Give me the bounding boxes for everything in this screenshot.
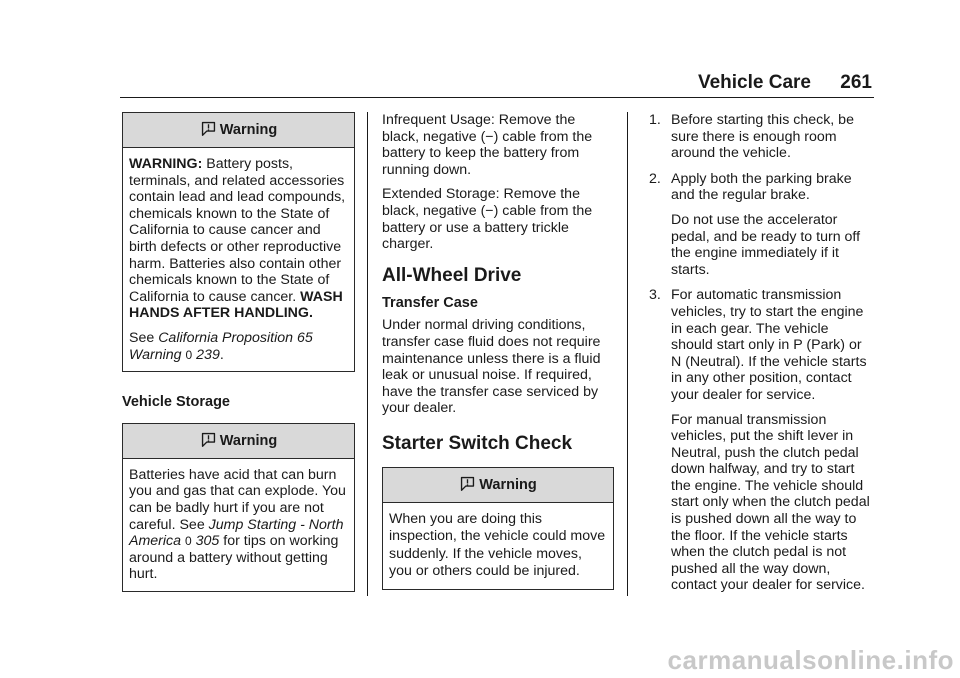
reference-link[interactable]: California Proposition 65 Warning	[129, 329, 313, 363]
step-number: 3.	[649, 287, 661, 304]
column-1	[122, 112, 355, 592]
warning-box-body	[383, 503, 613, 589]
page-ref-arrow-icon: 0	[185, 534, 192, 549]
reference-page[interactable]: 305	[191, 533, 220, 550]
vehicle-storage-heading: Vehicle Storage	[122, 394, 230, 411]
warning-box-header	[123, 113, 354, 148]
transfer-case-heading: Transfer Case	[382, 294, 478, 311]
warning-box-inspection	[382, 467, 614, 590]
starter-switch-check-heading: Starter Switch Check	[382, 432, 573, 454]
column-divider	[627, 112, 628, 596]
warning-box-battery-acid	[122, 423, 355, 592]
starter-check-steps	[649, 112, 874, 594]
page-number: 261	[840, 72, 872, 93]
column-2	[382, 112, 614, 590]
warning-paragraph	[129, 156, 348, 322]
column-3	[649, 112, 874, 603]
warning-heading: Warning	[219, 122, 278, 138]
page-ref-arrow-icon: 0	[185, 347, 193, 362]
step-text: Do not use the accelerator pedal, and be ready to turn off the engine immediately if it starts.	[671, 211, 861, 278]
warning-text: When you are doing this inspection, the vehicle could move suddenly. If the vehicle moves, you or others could be injured.	[389, 510, 606, 580]
column-divider	[367, 112, 368, 596]
warning-box-body	[123, 459, 354, 591]
step-item	[649, 112, 874, 162]
see-label: See	[129, 329, 159, 346]
warning-text-end: for tips on working around a battery without getting hurt.	[129, 533, 339, 583]
warning-lead: WARNING:	[129, 156, 203, 172]
step-text: For manual transmission vehicles, put the shift lever in Neutral, push the clutch pedal down halfway, and try to start the engine. The vehicle should start only when the clutch pedal is pushed down all the way to the floor. If the vehicle starts when the clutch pedal is not pushed all the way down, contact your dealer for service.	[671, 411, 870, 594]
all-wheel-drive-heading: All-Wheel Drive	[382, 264, 522, 286]
see-reference	[129, 330, 348, 363]
reference-end: .	[219, 346, 224, 363]
warning-paragraph	[129, 467, 348, 583]
step-item	[649, 171, 874, 279]
section-title: Vehicle Care	[697, 72, 812, 93]
step-number: 1.	[649, 112, 661, 128]
warning-box-body	[123, 148, 354, 371]
reference-link[interactable]: Jump Starting - North America	[129, 516, 344, 550]
step-text: Apply both the parking brake and the regular brake.	[671, 170, 852, 204]
warning-text: Batteries have acid that can burn you and gas that can explode. You can be badly hurt if you are not careful. See	[129, 466, 346, 533]
infrequent-usage-text: Infrequent Usage: Remove the black, negative (−) cable from the battery to keep the battery from running down.	[382, 112, 593, 178]
warning-heading: Warning	[219, 432, 278, 449]
header-rule	[120, 97, 874, 98]
warning-icon	[200, 120, 217, 137]
warning-icon	[200, 431, 217, 448]
step-item	[649, 287, 874, 594]
warning-box-header	[383, 468, 613, 503]
watermark: carmanualsonline.info	[667, 645, 954, 675]
extended-storage-text: Extended Storage: Remove the black, negative (−) cable from the battery or use a battery trickle charger.	[382, 186, 593, 253]
warning-box-battery-lead	[122, 112, 355, 372]
step-text: Before starting this check, be sure there is enough room around the vehicle.	[671, 112, 854, 162]
warning-box-header	[123, 424, 354, 459]
page-header	[698, 72, 872, 94]
step-number: 2.	[649, 170, 661, 187]
warning-icon	[459, 475, 476, 492]
warning-emphasis: WASH HANDS AFTER HANDLING.	[129, 288, 343, 322]
step-text: For automatic transmission vehicles, try to start the engine in each gear. The vehicle should start only in P (Park) or N (Neutral). If the vehicle starts in any other position, contact your dealer for service.	[671, 287, 867, 403]
warning-text: Battery posts, terminals, and related accessories contain lead and lead compounds, chemicals known to the State of California to cause cancer and birth defects or other reproductive harm. Batteries also contain other chemicals known to the State of California to cause cancer.	[129, 156, 346, 305]
warning-heading: Warning	[479, 476, 537, 493]
transfer-case-text: Under normal driving conditions, transfer case fluid does not require maintenance unless there is a fluid leak or unusual noise. If required, have the transfer case serviced by your dealer.	[382, 317, 601, 417]
reference-page[interactable]: 239	[192, 346, 220, 363]
